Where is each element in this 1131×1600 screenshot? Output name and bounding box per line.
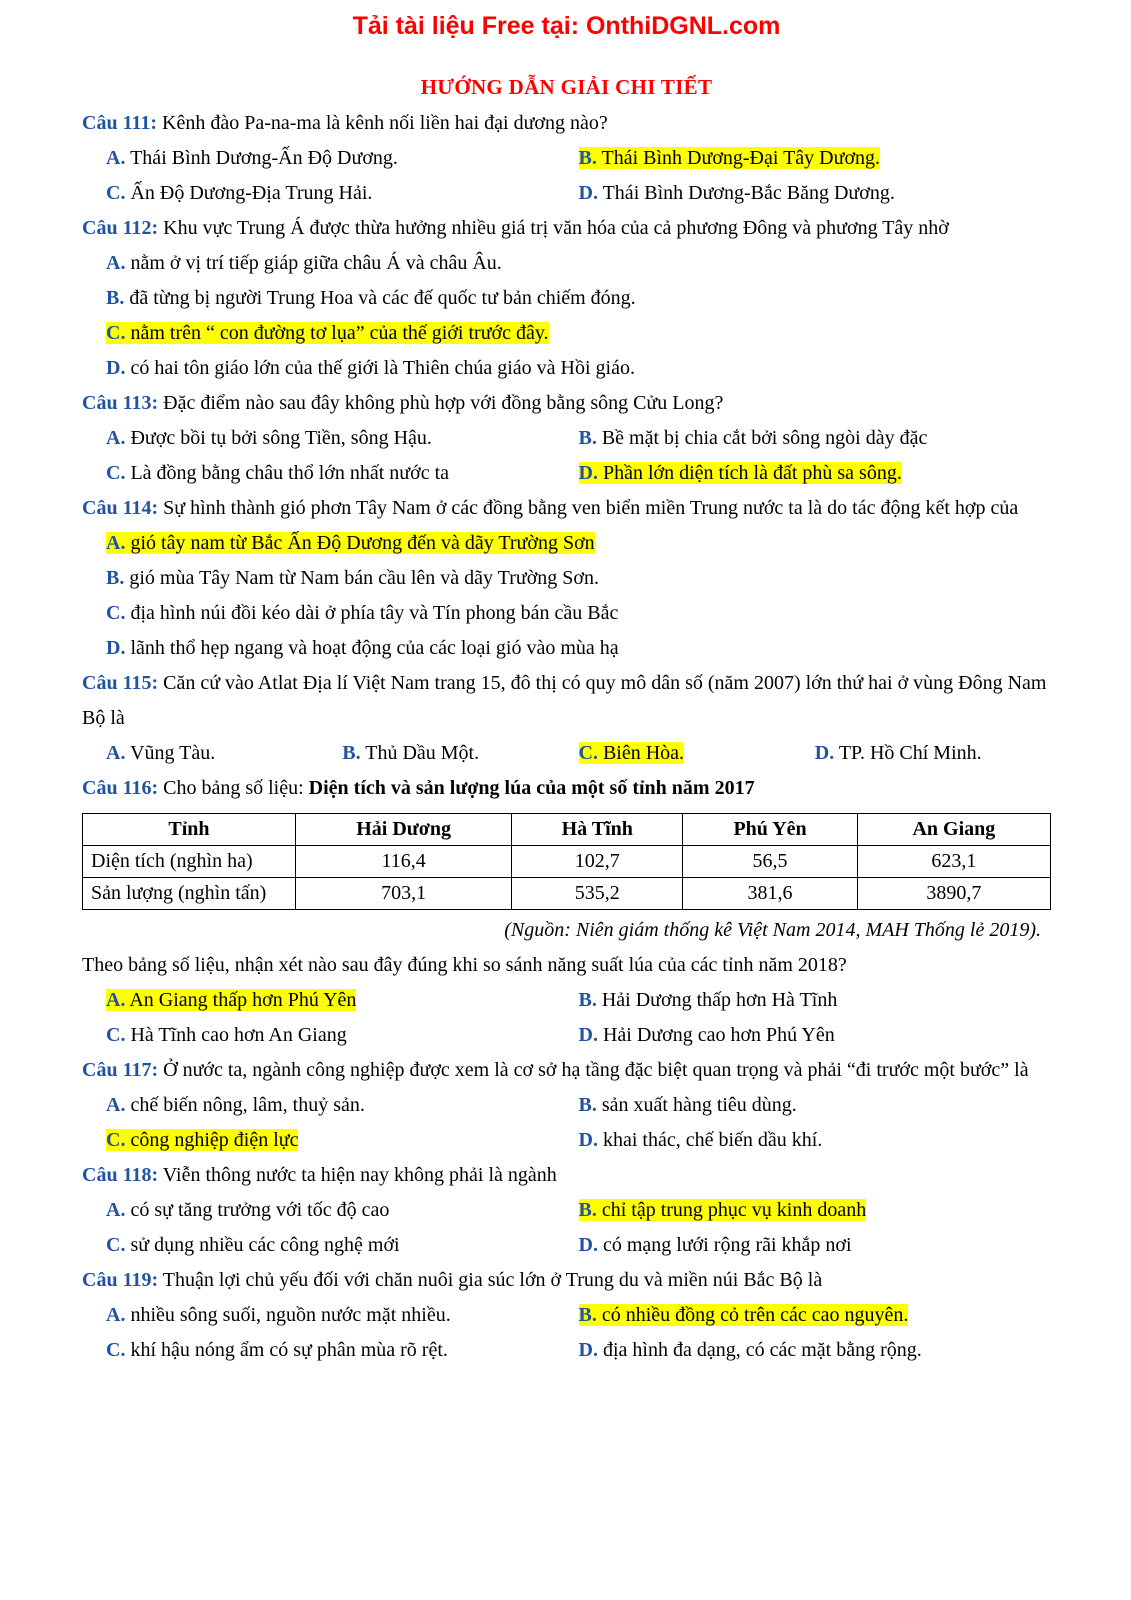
option-letter: C. [106,1234,126,1256]
option-letter: A. [106,1094,126,1116]
option-text: địa hình đa dạng, có các mặt bằng rộng. [602,1339,922,1361]
option-text: sử dụng nhiều các công nghệ mới [130,1234,400,1256]
question-stem [82,1263,1051,1298]
site-banner: Tải tài liệu Free tại: OnthiDGNL.com [352,12,781,40]
question-number: Câu 113: [82,392,159,414]
option-text: Hải Dương thấp hơn Hà Tĩnh [601,989,838,1011]
option-B [579,1298,1052,1333]
question-number: Câu 116: [82,777,159,799]
question-text: Khu vực Trung Á được thừa hưởng nhiều giá trị văn hóa của cả phương Đông và phương Tây nhờ [163,217,949,239]
option-A [106,421,579,456]
table-source-note: (Nguồn: Niên giám thống kê Việt Nam 2014, MAH Thống lẻ 2019). [504,919,1041,941]
options-grid [82,1298,1051,1368]
option-text: nằm trên “ con đường tơ lụa” của thế giới trước đây. [130,322,549,344]
option-C [579,736,815,771]
option-D [579,1228,1052,1263]
table-title: Diện tích và sản lượng lúa của một số tỉnh năm 2017 [308,777,755,799]
option-letter: A. [106,1304,126,1326]
option-B [579,421,1052,456]
question-113 [82,386,1051,491]
option-letter: D. [578,1339,598,1361]
table-cell: 3890,7 [857,878,1050,910]
options-list [82,526,1051,666]
option-letter: A. [106,989,126,1011]
question-116 [82,771,1051,1053]
option-text: khai thác, chế biến dầu khí. [602,1129,823,1151]
table-cell: 535,2 [512,878,683,910]
option-B [579,983,1052,1018]
option-letter: A. [106,742,126,764]
option-letter: C. [106,1129,126,1151]
table-header-cell: An Giang [857,814,1050,846]
option-letter: D. [106,357,126,379]
table-cell: 703,1 [295,878,511,910]
option-letter: C. [106,602,126,624]
option-letter: C. [578,742,598,764]
question-stem [82,211,1051,246]
option-text: Thái Bình Dương-Đại Tây Dương. [601,147,881,169]
question-stem [82,106,1051,141]
table-cell: 623,1 [857,846,1050,878]
option-letter: D. [814,742,835,764]
option-text: công nghiệp điện lực [130,1129,299,1151]
option-text: Ấn Độ Dương-Địa Trung Hải. [130,182,373,204]
question-stem [82,771,1051,806]
option-text: Là đồng bằng châu thổ lớn nhất nước ta [130,462,450,484]
option-B [579,1088,1052,1123]
option-letter: B. [578,147,597,169]
option-letter: C. [106,322,126,344]
option-text: địa hình núi đồi kéo dài ở phía tây và Tín phong bán cầu Bắc [130,602,619,624]
option-text: có nhiều đồng cỏ trên các cao nguyên. [601,1304,909,1326]
option-C [106,1228,579,1263]
question-stem [82,1053,1051,1088]
option-text: có mạng lưới rộng rãi khắp nơi [602,1234,852,1256]
table-cell: Diện tích (nghìn ha) [83,846,296,878]
option-B [579,141,1052,176]
option-text: Được bồi tụ bởi sông Tiền, sông Hậu. [130,427,432,449]
option-text: Phần lớn diện tích là đất phù sa sông. [602,462,902,484]
question-stem [82,1158,1051,1193]
option-C [106,1123,579,1158]
option-A [106,246,1051,281]
question-118 [82,1158,1051,1263]
question-text: Đặc điểm nào sau đây không phù hợp với đồng bằng sông Cửu Long? [163,392,724,414]
option-text: đã từng bị người Trung Hoa và các đế quốc tư bản chiếm đóng. [129,287,636,309]
question-stem [82,666,1051,736]
option-letter: D. [578,1234,598,1256]
option-letter: D. [578,1129,598,1151]
table-header-cell: Tỉnh [83,814,296,846]
question-115 [82,666,1051,771]
option-letter: B. [106,567,125,589]
page-title: HƯỚNG DẪN GIẢI CHI TIẾT [420,75,713,99]
option-B [342,736,578,771]
question-text: Thuận lợi chủ yếu đối với chăn nuôi gia súc lớn ở Trung du và miền núi Bắc Bộ là [162,1269,823,1291]
option-letter: D. [578,462,598,484]
question-stem [82,386,1051,421]
table-cell: 116,4 [295,846,511,878]
option-C [106,316,1051,351]
option-text: nằm ở vị trí tiếp giáp giữa châu Á và châu Âu. [130,252,502,274]
option-D [579,1018,1052,1053]
question-text: Ở nước ta, ngành công nghiệp được xem là cơ sở hạ tầng đặc biệt quan trọng và phải “đi trước một bước” là [163,1059,1029,1081]
table-cell: 381,6 [683,878,858,910]
option-A [106,1088,579,1123]
question-intro: Cho bảng số liệu: [163,777,304,799]
options-grid [82,983,1051,1053]
option-B [579,1193,1052,1228]
table-header-row [83,814,1051,846]
table-cell: Sản lượng (nghìn tấn) [83,878,296,910]
option-A [106,1298,579,1333]
option-letter: B. [578,427,597,449]
option-text: sản xuất hàng tiêu dùng. [601,1094,797,1116]
option-text: Thái Bình Dương-Bắc Băng Dương. [602,182,895,204]
option-letter: A. [106,427,126,449]
option-letter: D. [106,637,126,659]
option-text: TP. Hồ Chí Minh. [838,742,982,764]
table-cell: 102,7 [512,846,683,878]
option-text: Vũng Tàu. [130,742,216,764]
option-letter: A. [106,532,126,554]
option-letter: A. [106,1199,126,1221]
option-letter: B. [578,989,597,1011]
table-row [83,878,1051,910]
question-text: Sự hình thành gió phơn Tây Nam ở các đồng bằng ven biển miền Trung nước ta là do tác động kết hợp của [163,497,1019,519]
option-letter: B. [578,1304,597,1326]
option-letter: B. [578,1199,597,1221]
question-number: Câu 115: [82,672,159,694]
table-cell: 56,5 [683,846,858,878]
question-text: Căn cứ vào Atlat Địa lí Việt Nam trang 15, đô thị có quy mô dân số (năm 2007) lớn thứ hai ở vùng Đông Nam Bộ là [82,672,1047,729]
option-C [106,596,1051,631]
option-letter: C. [106,182,126,204]
option-D [106,631,1051,666]
option-C [106,456,579,491]
option-text: chế biến nông, lâm, thuỷ sản. [130,1094,365,1116]
option-text: Hà Tĩnh cao hơn An Giang [130,1024,347,1046]
option-letter: B. [106,287,125,309]
option-text: Thái Bình Dương-Ấn Độ Dương. [130,147,398,169]
option-letter: D. [578,182,598,204]
option-letter: C. [106,1024,126,1046]
option-letter: A. [106,147,126,169]
table-header-cell: Phú Yên [683,814,858,846]
option-letter: B. [578,1094,597,1116]
option-text: Thủ Dầu Một. [365,742,480,764]
question-number: Câu 117: [82,1059,159,1081]
option-letter: B. [342,742,361,764]
question-number: Câu 118: [82,1164,159,1186]
question-114 [82,491,1051,666]
option-C [106,176,579,211]
table-row [83,846,1051,878]
option-D [579,1123,1052,1158]
option-letter: C. [106,462,126,484]
option-letter: C. [106,1339,126,1361]
option-A [106,983,579,1018]
question-followup: Theo bảng số liệu, nhận xét nào sau đây đúng khi so sánh năng suất lúa của các tỉnh năm 2018? [82,954,847,976]
option-text: khí hậu nóng ẩm có sự phân mùa rõ rệt. [130,1339,448,1361]
question-number: Câu 119: [82,1269,159,1291]
option-letter: D. [578,1024,598,1046]
option-D [106,351,1051,386]
question-number: Câu 111: [82,112,158,134]
option-text: Biên Hòa. [602,742,685,764]
option-D [579,456,1052,491]
options-grid [82,1193,1051,1263]
options-grid [82,736,1051,771]
option-text: có hai tôn giáo lớn của thế giới là Thiên chúa giáo và Hồi giáo. [130,357,635,379]
option-text: An Giang thấp hơn Phú Yên [129,989,357,1011]
option-C [106,1018,579,1053]
options-grid [82,141,1051,211]
question-117 [82,1053,1051,1158]
question-text: Viễn thông nước ta hiện nay không phải là ngành [162,1164,557,1186]
option-A [106,141,579,176]
option-A [106,736,342,771]
option-text: lãnh thổ hẹp ngang và hoạt động của các loại gió vào mùa hạ [130,637,619,659]
option-D [579,176,1052,211]
options-list [82,246,1051,386]
table-header-cell: Hà Tĩnh [512,814,683,846]
question-number: Câu 112: [82,217,159,239]
table-header-cell: Hải Dương [295,814,511,846]
option-text: gió mùa Tây Nam từ Nam bán cầu lên và dãy Trường Sơn. [129,567,599,589]
option-text: gió tây nam từ Bắc Ấn Độ Dương đến và dãy Trường Sơn [130,532,595,554]
option-B [106,281,1051,316]
option-B [106,561,1051,596]
option-text: có sự tăng trưởng với tốc độ cao [130,1199,390,1221]
option-text: chỉ tập trung phục vụ kinh doanh [601,1199,867,1221]
options-grid [82,1088,1051,1158]
option-text: nhiều sông suối, nguồn nước mặt nhiều. [130,1304,451,1326]
option-C [106,1333,579,1368]
question-number: Câu 114: [82,497,159,519]
option-A [106,526,1051,561]
question-text: Kênh đào Pa-na-ma là kênh nối liền hai đại dương nào? [162,112,608,134]
option-A [106,1193,579,1228]
question-119 [82,1263,1051,1368]
question-112 [82,211,1051,386]
option-D [579,1333,1052,1368]
data-table [82,813,1051,910]
options-grid [82,421,1051,491]
option-D [815,736,1051,771]
question-stem [82,491,1051,526]
question-111 [82,106,1051,211]
option-letter: A. [106,252,126,274]
option-text: Hải Dương cao hơn Phú Yên [602,1024,835,1046]
option-text: Bề mặt bị chia cắt bởi sông ngòi dày đặc [601,427,928,449]
